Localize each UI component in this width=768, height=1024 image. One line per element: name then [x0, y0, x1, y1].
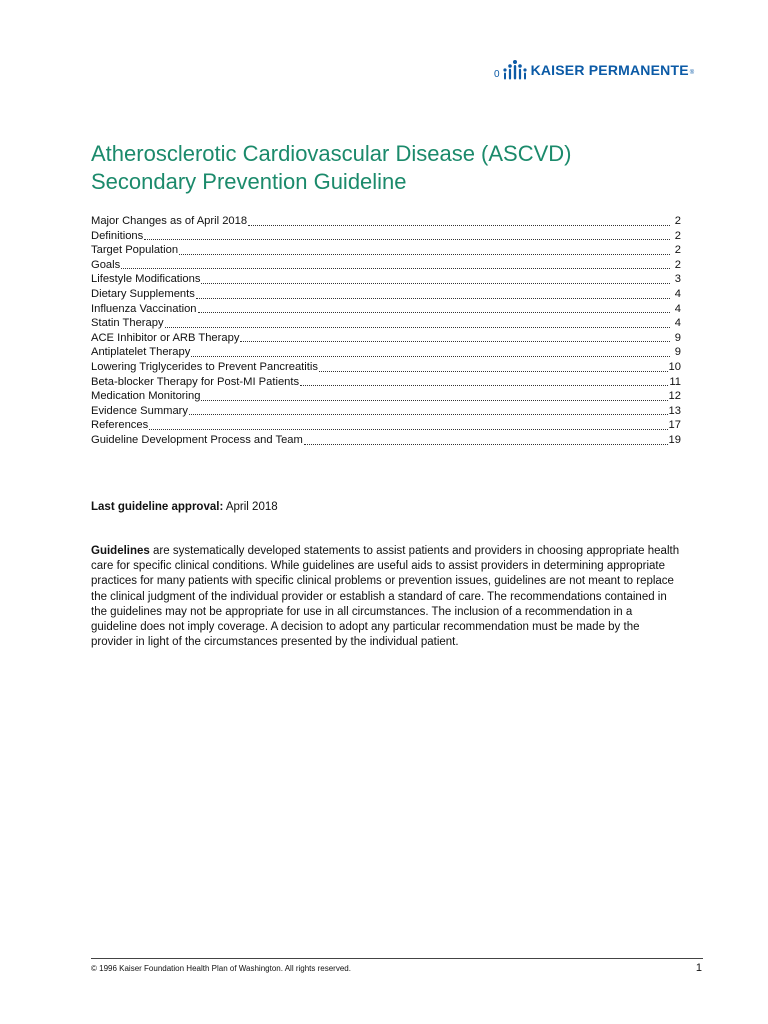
toc-page-number: 2	[674, 258, 681, 271]
toc-leader	[319, 371, 668, 372]
toc-label: Medication Monitoring	[91, 390, 201, 403]
approval-label: Last guideline approval:	[91, 501, 224, 513]
toc-entry[interactable]	[91, 433, 681, 448]
toc-label: Definitions	[91, 229, 144, 242]
toc-entry[interactable]	[91, 258, 681, 273]
toc-leader	[198, 312, 670, 313]
toc-page-number: 12	[668, 390, 681, 403]
toc-label: Goals	[91, 258, 121, 271]
toc-leader	[165, 327, 670, 328]
toc-label: Beta-blocker Therapy for Post-MI Patients	[91, 375, 300, 388]
toc-label: Guideline Development Process and Team	[91, 433, 303, 446]
guidelines-disclaimer	[91, 544, 681, 650]
toc-label: ACE Inhibitor or ARB Therapy	[91, 331, 240, 344]
toc-leader	[179, 254, 670, 255]
toc-entry[interactable]	[91, 316, 681, 331]
toc-label: Target Population	[91, 244, 179, 257]
toc-label: Influenza Vaccination	[91, 302, 197, 315]
toc-entry[interactable]	[91, 243, 681, 258]
toc-page-number: 19	[668, 433, 681, 446]
toc-leader	[201, 400, 667, 401]
title-line-2: Secondary Prevention Guideline	[91, 169, 407, 194]
guidelines-text: are systematically developed statements to assist patients and providers in choosing appropriate health care for specific clinical conditions. While guidelines are useful aids to assist providers in determining appropriate practices for many patients with specific clinical problems or prevention issues, guidelines are not meant to replace the clinical judgment of the individual provider or establish a standard of care. The recommendations contained in the guidelines may not be appropriate for use in all circumstances. The inclusion of a recommendation in a guideline does not imply coverage. A decision to adopt any particular recommendation must be made by the provider in light of the circumstances presented by the individual patient.	[91, 545, 680, 649]
toc-page-number: 9	[674, 331, 681, 344]
table-of-contents	[91, 214, 681, 448]
toc-entry[interactable]	[91, 360, 681, 375]
toc-leader	[300, 385, 668, 386]
approval-line	[91, 500, 278, 515]
toc-leader	[240, 341, 670, 342]
toc-entry[interactable]	[91, 229, 681, 244]
toc-label: Major Changes as of April 2018	[91, 215, 248, 227]
toc-page-number: 2	[674, 229, 681, 242]
toc-page-number: 2	[674, 215, 681, 227]
footer-copyright: © 1996 Kaiser Foundation Health Plan of Washington. All rights reserved.	[91, 964, 351, 973]
toc-page-number: 11	[669, 375, 681, 388]
toc-leader	[144, 239, 670, 240]
toc-page-number: 9	[674, 346, 681, 359]
toc-entry[interactable]	[91, 214, 681, 229]
toc-entry[interactable]	[91, 418, 681, 433]
toc-entry[interactable]	[91, 287, 681, 302]
toc-leader	[304, 444, 668, 445]
toc-label: Lifestyle Modifications	[91, 273, 201, 286]
footer-page-number: 1	[695, 962, 702, 974]
title-line-1: Atherosclerotic Cardiovascular Disease (ASCVD)	[91, 141, 572, 166]
toc-entry[interactable]	[91, 331, 681, 346]
toc-label: Lowering Triglycerides to Prevent Pancreatitis	[91, 360, 318, 373]
toc-leader	[121, 268, 670, 269]
toc-leader	[196, 298, 670, 299]
logo-prefix: 0	[494, 68, 500, 80]
kaiser-permanente-logo	[494, 58, 694, 82]
toc-leader	[149, 429, 667, 430]
toc-page-number: 4	[674, 287, 681, 300]
toc-page-number: 2	[674, 244, 681, 257]
kaiser-people-icon	[501, 59, 529, 81]
toc-label: Evidence Summary	[91, 404, 188, 417]
toc-leader	[201, 283, 670, 284]
toc-page-number: 10	[668, 360, 681, 373]
toc-page-number: 13	[668, 404, 681, 417]
toc-entry[interactable]	[91, 345, 681, 360]
toc-label: References	[91, 419, 149, 432]
toc-label: Dietary Supplements	[91, 287, 195, 300]
footer-divider	[91, 958, 703, 959]
toc-page-number: 4	[674, 302, 681, 315]
toc-entry[interactable]	[91, 375, 681, 390]
document-title	[91, 140, 691, 196]
toc-entry[interactable]	[91, 404, 681, 419]
toc-page-number: 4	[674, 317, 681, 330]
toc-entry[interactable]	[91, 272, 681, 287]
toc-label: Antiplatelet Therapy	[91, 346, 191, 359]
toc-page-number: 3	[674, 273, 681, 286]
toc-entry[interactable]	[91, 302, 681, 317]
logo-registered-mark: ®	[689, 70, 695, 76]
toc-leader	[191, 356, 670, 357]
logo-wordmark: KAISER PERMANENTE	[530, 62, 689, 78]
toc-leader	[189, 414, 668, 415]
toc-entry[interactable]	[91, 389, 681, 404]
toc-page-number: 17	[668, 419, 681, 432]
approval-date: April 2018	[225, 501, 278, 513]
toc-label: Statin Therapy	[91, 317, 164, 330]
toc-leader	[248, 225, 670, 226]
guidelines-term: Guidelines	[91, 545, 150, 557]
